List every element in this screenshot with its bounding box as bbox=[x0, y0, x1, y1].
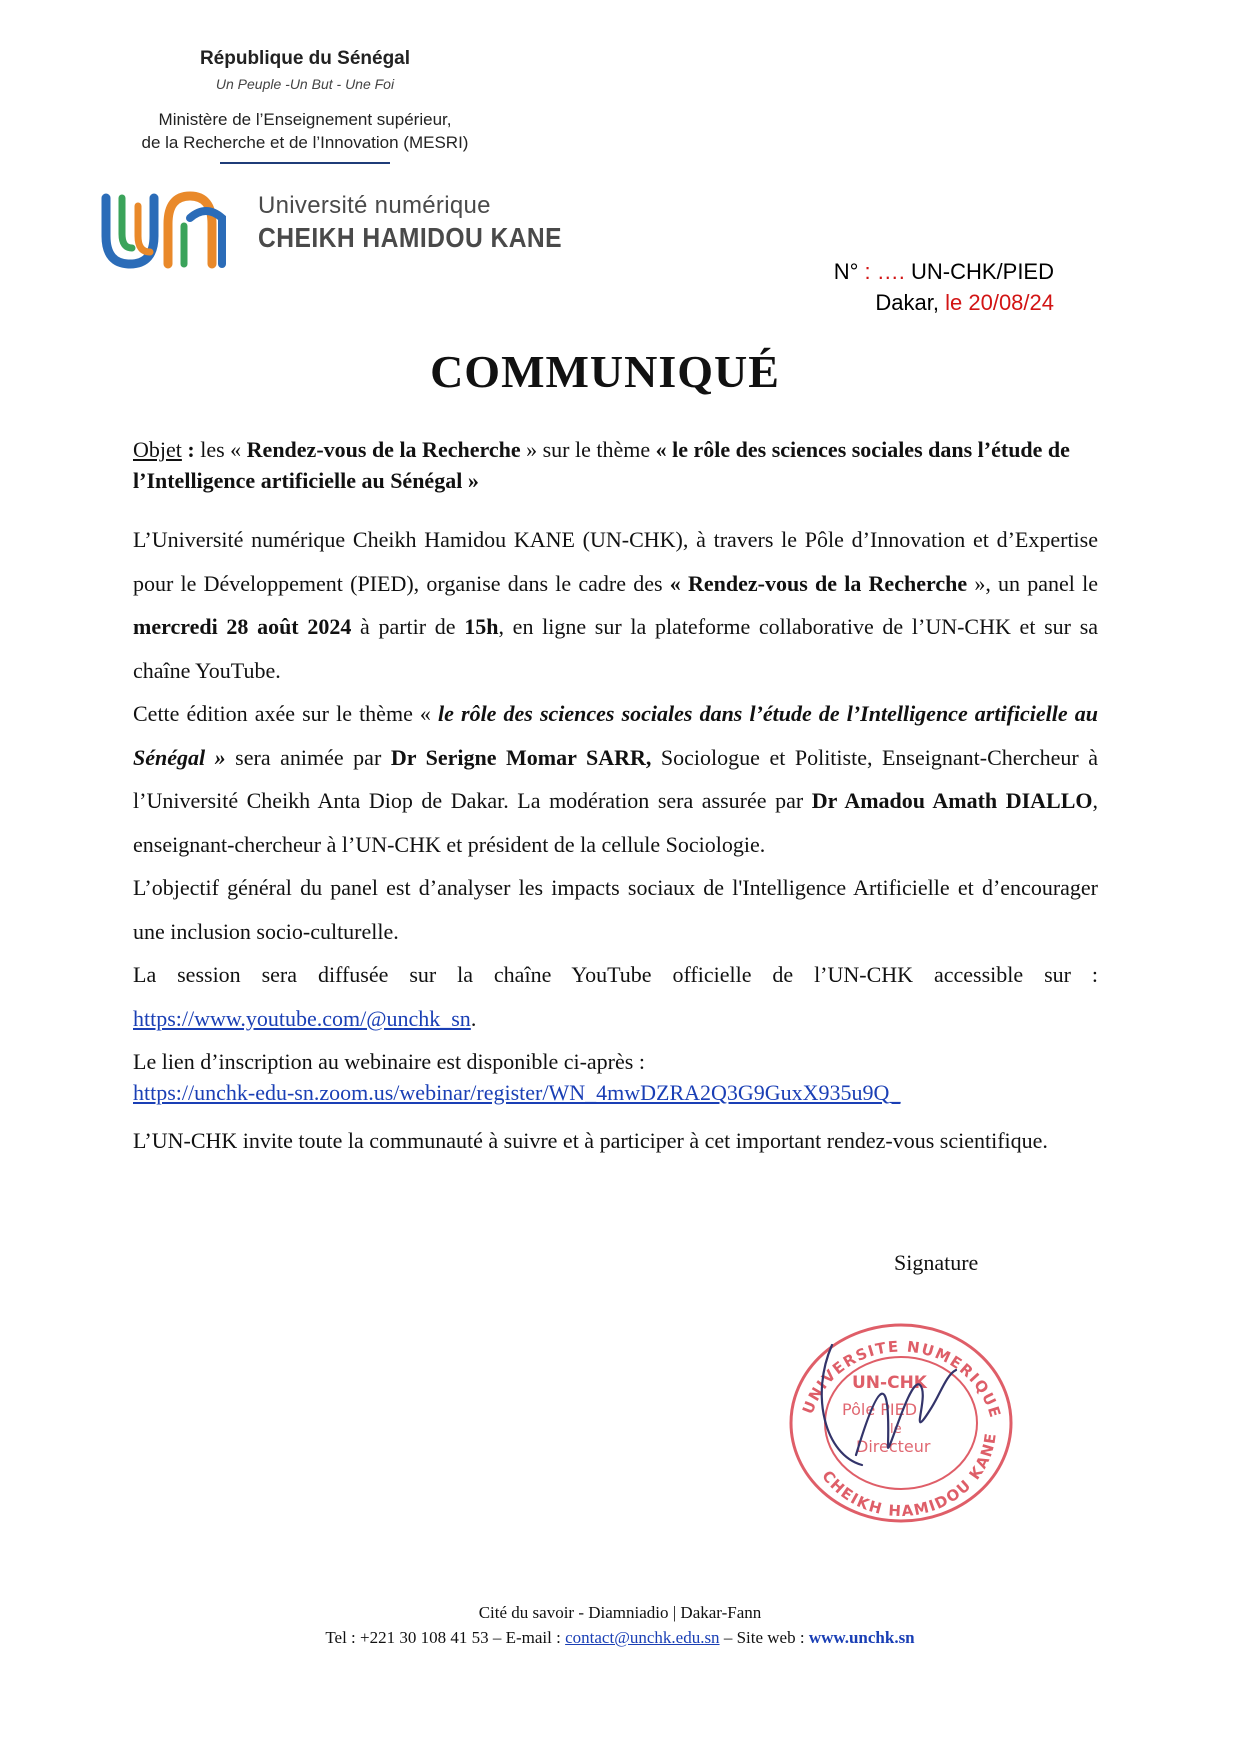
ministry-name bbox=[100, 108, 510, 154]
document-title: COMMUNIQUÉ bbox=[430, 346, 780, 397]
ministry-line-1: Ministère de l’Enseignement supérieur, bbox=[158, 110, 452, 129]
paragraph-registration: Le lien d’inscription au webinaire est disponible ci-après : https://unchk-edu-sn.zoom.us/webinar/register/WN_4mwDZRA2Q3G9GuxX935u9Q_ bbox=[133, 1049, 901, 1105]
svg-text:CHEIKH HAMIDOU KANE: CHEIKH HAMIDOU KANE bbox=[818, 1430, 1000, 1521]
footer-website-link[interactable]: www.unchk.sn bbox=[808, 1628, 915, 1647]
reference-date: Dakar, le 20/08/24 bbox=[875, 290, 1054, 315]
university-logo bbox=[98, 178, 563, 274]
un-chk-logo-icon bbox=[98, 178, 248, 274]
document-body bbox=[133, 434, 1098, 1155]
logo-line-1: Université numérique bbox=[258, 192, 491, 219]
header-divider bbox=[220, 162, 390, 164]
paragraph-speakers: Cette édition axée sur le thème « le rôle des sciences sociales dans l’étude de l’Intelligence artificielle au Sénégal » sera animée par Dr Serigne Momar SARR, Sociologue et Politiste, Enseignant-Chercheur à l’Université Cheikh Anta Diop de Dakar. La modération sera assurée par Dr Amadou Amath DIALLO, enseignant-chercheur à l’UN-CHK et président de la cellule Sociologie. bbox=[133, 701, 1099, 857]
republic-name: République du Sénégal bbox=[199, 48, 411, 69]
ministry-line-2: de la Recherche et de l’Innovation (MESRI) bbox=[141, 133, 469, 152]
svg-text:UN-CHK: UN-CHK bbox=[852, 1373, 927, 1393]
footer-contact: Tel : +221 30 108 41 53 – E-mail : contact@unchk.edu.sn – Site web : www.unchk.sn bbox=[325, 1628, 915, 1647]
national-motto: Un Peuple -Un But - Une Foi bbox=[215, 76, 395, 92]
official-stamp bbox=[770, 1315, 1030, 1525]
reference-number: N° : …. UN-CHK/PIED bbox=[833, 259, 1054, 284]
letterhead bbox=[100, 48, 510, 164]
paragraph-youtube: La session sera diffusée sur la chaîne YouTube officielle de l’UN-CHK accessible sur : https://www.youtube.com/@unchk_sn. bbox=[133, 962, 1098, 1031]
svg-text:Pôle PIED: Pôle PIED bbox=[842, 1400, 918, 1419]
paragraph-closing: L’UN-CHK invite toute la communauté à suivre et à participer à cet important rendez-vous scientifique. bbox=[133, 1128, 1048, 1153]
reference-block bbox=[834, 256, 1054, 318]
webinar-registration-link[interactable]: https://unchk-edu-sn.zoom.us/webinar/register/WN_4mwDZRA2Q3G9GuxX935u9Q_ bbox=[133, 1080, 901, 1105]
youtube-link[interactable]: https://www.youtube.com/@unchk_sn bbox=[133, 1005, 471, 1031]
footer-email-link[interactable]: contact@unchk.edu.sn bbox=[565, 1628, 720, 1647]
svg-text:le: le bbox=[890, 1422, 902, 1437]
subject-line: Objet : les « Rendez-vous de la Recherche » sur le thème « le rôle des sciences sociales dans l’étude de l’Intelligence artificielle au Sénégal » bbox=[133, 437, 1070, 493]
page-footer bbox=[0, 1600, 1240, 1650]
signature-label: Signature bbox=[894, 1250, 979, 1275]
footer-address: Cité du savoir - Diamniadio | Dakar-Fann bbox=[478, 1603, 762, 1622]
paragraph-announcement: L’Université numérique Cheikh Hamidou KANE (UN-CHK), à travers le Pôle d’Innovation et d’Expertise pour le Développement (PIED), organise dans le cadre des « Rendez-vous de la Recherche », un panel le mercredi 28 août 2024 à partir de 15h, en ligne sur la plateforme collaborative de l’UN-CHK et sur sa chaîne YouTube. bbox=[133, 527, 1099, 683]
svg-text:UNIVERSITE NUMERIQUE: UNIVERSITE NUMERIQUE bbox=[798, 1337, 1005, 1421]
svg-text:Directeur: Directeur bbox=[856, 1437, 931, 1456]
paragraph-objective: L’objectif général du panel est d’analyser les impacts sociaux de l'Intelligence Artificielle et d’encourager une inclusion socio-culturelle. bbox=[133, 875, 1098, 944]
logo-line-2: CHEIKH HAMIDOU KANE bbox=[258, 222, 563, 253]
